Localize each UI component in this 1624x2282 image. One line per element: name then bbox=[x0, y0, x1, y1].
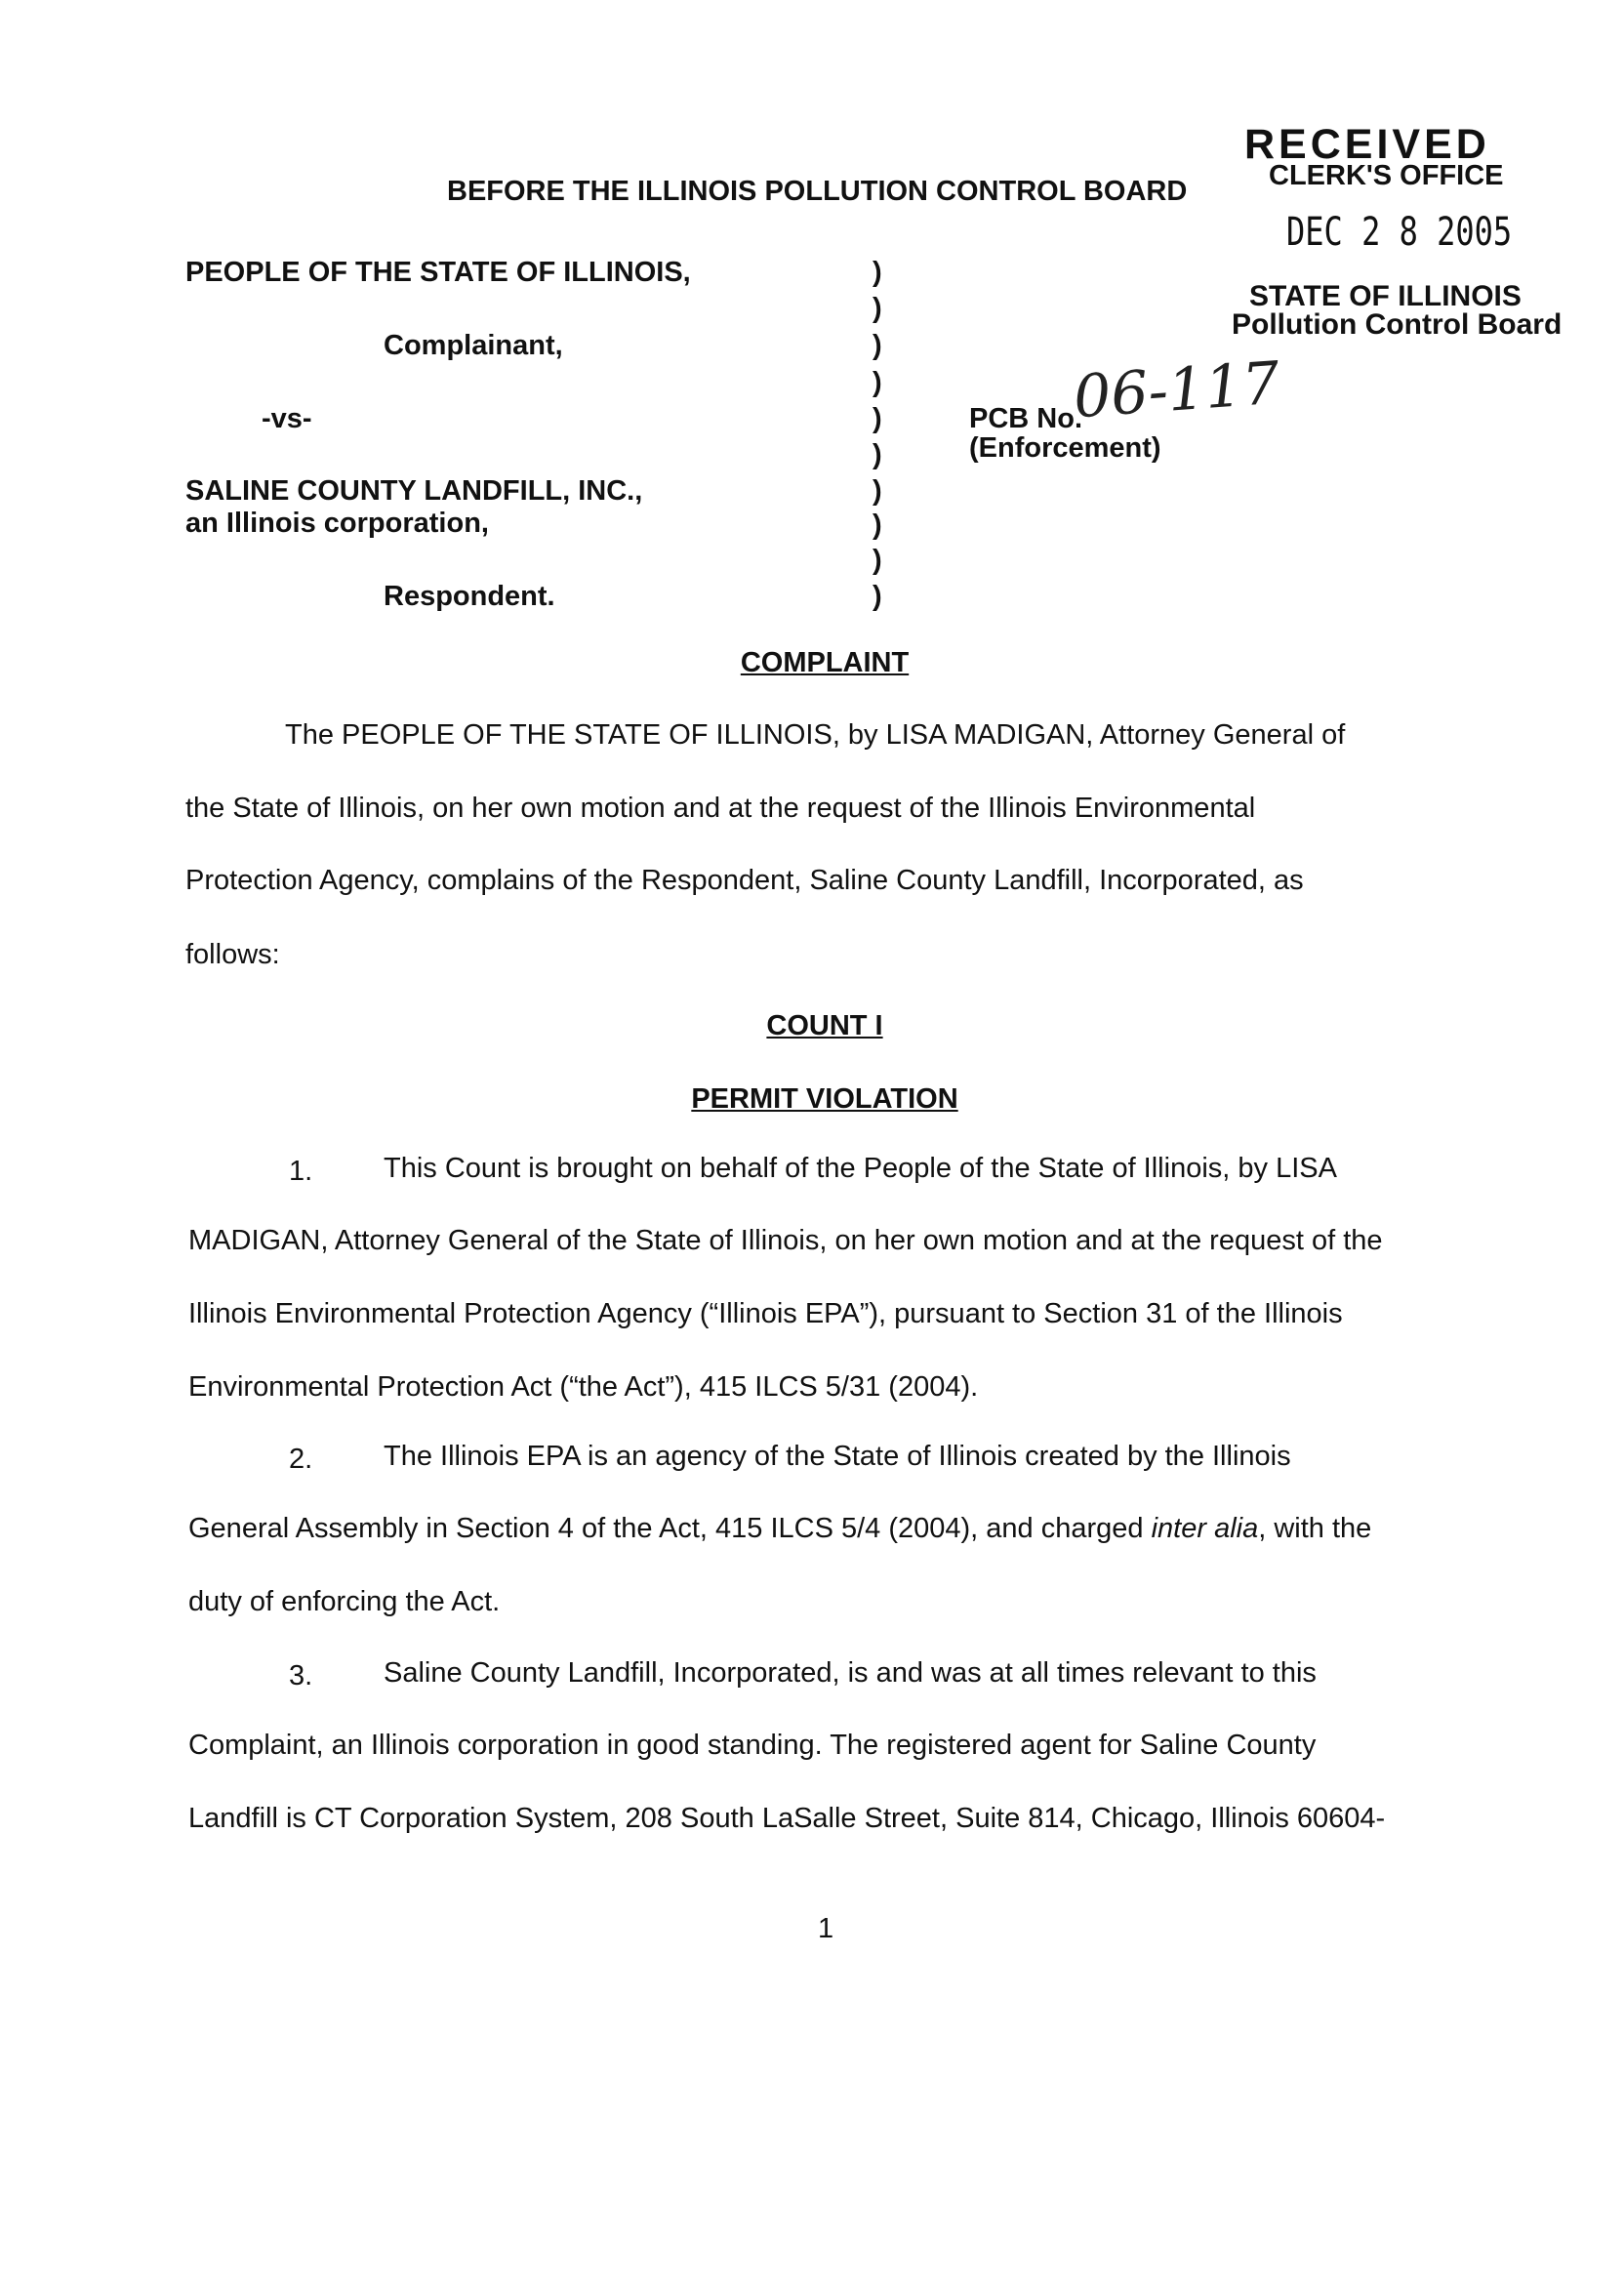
page-number: 1 bbox=[818, 1913, 834, 1944]
count-heading: COUNT I bbox=[766, 1010, 883, 1041]
complaint-heading: COMPLAINT bbox=[740, 647, 910, 678]
paragraph-line: Landfill is CT Corporation System, 208 South LaSalle Street, Suite 814, Chicago, Illinois 60604- bbox=[188, 1803, 1386, 1834]
defendant-name: SALINE COUNTY LANDFILL, INC., bbox=[185, 475, 643, 507]
paragraph-number: 3. bbox=[289, 1660, 313, 1691]
paragraph-line: Illinois Environmental Protection Agency (“Illinois EPA”), pursuant to Section 31 of the Illinois bbox=[188, 1298, 1343, 1329]
intro-line: The PEOPLE OF THE STATE OF ILLINOIS, by LISA MADIGAN, Attorney General of bbox=[285, 719, 1346, 751]
received-stamp-state: STATE OF ILLINOIS bbox=[1249, 280, 1522, 312]
received-stamp-office: CLERK'S OFFICE bbox=[1269, 160, 1504, 191]
received-stamp-board: Pollution Control Board bbox=[1232, 308, 1563, 341]
paragraph-number: 1. bbox=[289, 1156, 313, 1187]
caption-paren: ) bbox=[873, 403, 882, 434]
caption-paren: ) bbox=[873, 257, 882, 288]
pcb-label: PCB No. bbox=[969, 403, 1082, 434]
intro-line: the State of Illinois, on her own motion and at the request of the Illinois Environmental bbox=[185, 793, 1256, 824]
intro-line: follows: bbox=[185, 939, 280, 970]
inter-alia-italic: inter alia bbox=[1151, 1513, 1259, 1544]
caption-paren: ) bbox=[873, 545, 882, 576]
paragraph-line: Complaint, an Illinois corporation in good standing. The registered agent for Saline County bbox=[188, 1730, 1317, 1761]
caption-paren: ) bbox=[873, 293, 882, 324]
caption-paren: ) bbox=[873, 439, 882, 470]
paragraph-line-text: General Assembly in Section 4 of the Act, 415 ILCS 5/4 (2004), and charged bbox=[188, 1513, 1152, 1544]
complainant-role: Complainant, bbox=[384, 330, 563, 361]
paragraph-line: duty of enforcing the Act. bbox=[188, 1586, 501, 1617]
permit-violation-heading: PERMIT VIOLATION bbox=[691, 1083, 958, 1115]
caption-paren: ) bbox=[873, 581, 882, 612]
received-stamp-date: DEC 2 8 2005 bbox=[1286, 210, 1513, 255]
paragraph-line: Environmental Protection Act (“the Act”), 415 ILCS 5/31 (2004). bbox=[188, 1371, 979, 1403]
defendant-description: an Illinois corporation, bbox=[185, 508, 489, 539]
respondent-role: Respondent. bbox=[384, 581, 555, 612]
pcb-type: (Enforcement) bbox=[969, 432, 1161, 464]
paragraph-line: MADIGAN, Attorney General of the State of Illinois, on her own motion and at the request of the bbox=[188, 1225, 1383, 1256]
caption-paren: ) bbox=[873, 475, 882, 507]
caption-paren: ) bbox=[873, 367, 882, 398]
intro-line: Protection Agency, complains of the Respondent, Saline County Landfill, Incorporated, as bbox=[185, 865, 1304, 896]
paragraph-line-text: , with the bbox=[1258, 1513, 1372, 1544]
plaintiff-name: PEOPLE OF THE STATE OF ILLINOIS, bbox=[185, 257, 691, 288]
versus-label: -vs- bbox=[262, 403, 312, 434]
paragraph-line: The Illinois EPA is an agency of the State of Illinois created by the Illinois bbox=[384, 1441, 1291, 1472]
pcb-number-handwritten: 06-117 bbox=[1071, 348, 1282, 432]
caption-paren: ) bbox=[873, 330, 882, 361]
caption-paren: ) bbox=[873, 509, 882, 541]
paragraph-number: 2. bbox=[289, 1444, 313, 1475]
paragraph-line: This Count is brought on behalf of the People of the State of Illinois, by LISA bbox=[384, 1153, 1337, 1184]
paragraph-line: Saline County Landfill, Incorporated, is and was at all times relevant to this bbox=[384, 1657, 1317, 1689]
board-heading: BEFORE THE ILLINOIS POLLUTION CONTROL BOARD bbox=[447, 176, 1188, 207]
paragraph-line bbox=[188, 1513, 1371, 1545]
received-stamp-title: RECEIVED bbox=[1244, 121, 1490, 168]
